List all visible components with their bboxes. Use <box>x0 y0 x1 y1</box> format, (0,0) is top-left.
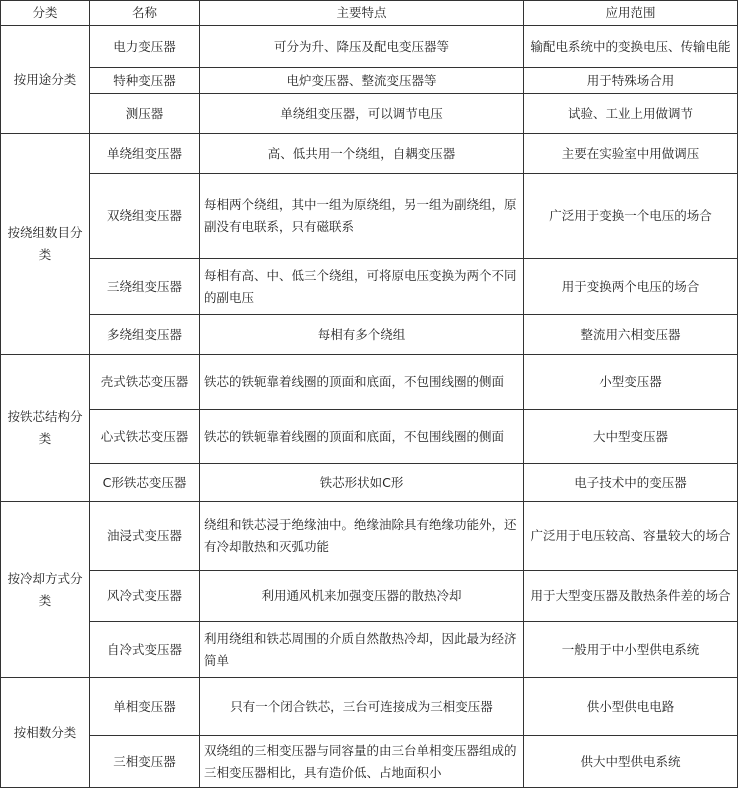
features-cell: 铁芯的铁轭靠着线圈的顶面和底面，不包围线圈的侧面 <box>200 355 524 410</box>
application-cell: 主要在实验室中用做调压 <box>524 134 738 174</box>
header-application: 应用范围 <box>524 1 738 26</box>
application-cell: 小型变压器 <box>524 355 738 410</box>
features-cell: 双绕组的三相变压器与同容量的由三台单相变压器组成的三相变压器相比，具有造价低、占地面积小 <box>200 736 524 788</box>
application-cell: 电子技术中的变压器 <box>524 464 738 502</box>
table-row <box>1 134 738 174</box>
features-cell: 可分为升、降压及配电变压器等 <box>200 26 524 68</box>
application-cell: 供小型供电电路 <box>524 678 738 736</box>
application-cell: 广泛用于电压较高、容量较大的场合 <box>524 502 738 571</box>
table-row <box>1 464 738 502</box>
category-cell: 按冷却方式分类 <box>1 502 90 678</box>
features-cell: 只有一个闭合铁芯，三台可连接成为三相变压器 <box>200 678 524 736</box>
table-row <box>1 736 738 788</box>
application-cell: 用于大型变压器及散热条件差的场合 <box>524 571 738 622</box>
name-cell: 风冷式变压器 <box>90 571 200 622</box>
name-cell: 特种变压器 <box>90 68 200 94</box>
features-cell: 单绕组变压器，可以调节电压 <box>200 94 524 134</box>
application-cell: 广泛用于变换一个电压的场合 <box>524 174 738 259</box>
table-row <box>1 502 738 571</box>
name-cell: C形铁芯变压器 <box>90 464 200 502</box>
features-cell: 绕组和铁芯浸于绝缘油中。绝缘油除具有绝缘功能外，还有冷却散热和灭弧功能 <box>200 502 524 571</box>
header-category: 分类 <box>1 1 90 26</box>
table-row <box>1 26 738 68</box>
name-cell: 自冷式变压器 <box>90 622 200 678</box>
table-row <box>1 174 738 259</box>
features-cell: 每相有多个绕组 <box>200 315 524 355</box>
application-cell: 用于变换两个电压的场合 <box>524 259 738 315</box>
features-cell: 利用绕组和铁芯周围的介质自然散热冷却，因此最为经济简单 <box>200 622 524 678</box>
name-cell: 多绕组变压器 <box>90 315 200 355</box>
header-name: 名称 <box>90 1 200 26</box>
name-cell: 壳式铁芯变压器 <box>90 355 200 410</box>
table-row <box>1 259 738 315</box>
table-row <box>1 355 738 410</box>
table-row <box>1 315 738 355</box>
category-cell: 按绕组数目分类 <box>1 134 90 355</box>
header-row <box>1 1 738 26</box>
category-cell: 按用途分类 <box>1 26 90 134</box>
name-cell: 单相变压器 <box>90 678 200 736</box>
category-cell: 按铁芯结构分类 <box>1 355 90 502</box>
features-cell: 利用通风机来加强变压器的散热冷却 <box>200 571 524 622</box>
table-row <box>1 571 738 622</box>
name-cell: 三相变压器 <box>90 736 200 788</box>
table-row <box>1 68 738 94</box>
name-cell: 测压器 <box>90 94 200 134</box>
application-cell: 试验、工业上用做调节 <box>524 94 738 134</box>
category-cell: 按相数分类 <box>1 678 90 788</box>
name-cell: 三绕组变压器 <box>90 259 200 315</box>
table-row <box>1 94 738 134</box>
application-cell: 一般用于中小型供电系统 <box>524 622 738 678</box>
name-cell: 单绕组变压器 <box>90 134 200 174</box>
application-cell: 大中型变压器 <box>524 410 738 464</box>
features-cell: 铁芯的铁轭靠着线圈的顶面和底面，不包围线圈的侧面 <box>200 410 524 464</box>
name-cell: 双绕组变压器 <box>90 174 200 259</box>
table-row <box>1 410 738 464</box>
application-cell: 整流用六相变压器 <box>524 315 738 355</box>
features-cell: 铁芯形状如C形 <box>200 464 524 502</box>
table-row <box>1 678 738 736</box>
name-cell: 电力变压器 <box>90 26 200 68</box>
application-cell: 输配电系统中的变换电压、传输电能 <box>524 26 738 68</box>
header-features: 主要特点 <box>200 1 524 26</box>
name-cell: 油浸式变压器 <box>90 502 200 571</box>
table-row <box>1 622 738 678</box>
application-cell: 供大中型供电系统 <box>524 736 738 788</box>
features-cell: 每相两个绕组，其中一组为原绕组，另一组为副绕组，原副没有电联系，只有磁联系 <box>200 174 524 259</box>
application-cell: 用于特殊场合用 <box>524 68 738 94</box>
features-cell: 电炉变压器、整流变压器等 <box>200 68 524 94</box>
features-cell: 高、低共用一个绕组，自耦变压器 <box>200 134 524 174</box>
features-cell: 每相有高、中、低三个绕组，可将原电压变换为两个不同的副电压 <box>200 259 524 315</box>
name-cell: 心式铁芯变压器 <box>90 410 200 464</box>
